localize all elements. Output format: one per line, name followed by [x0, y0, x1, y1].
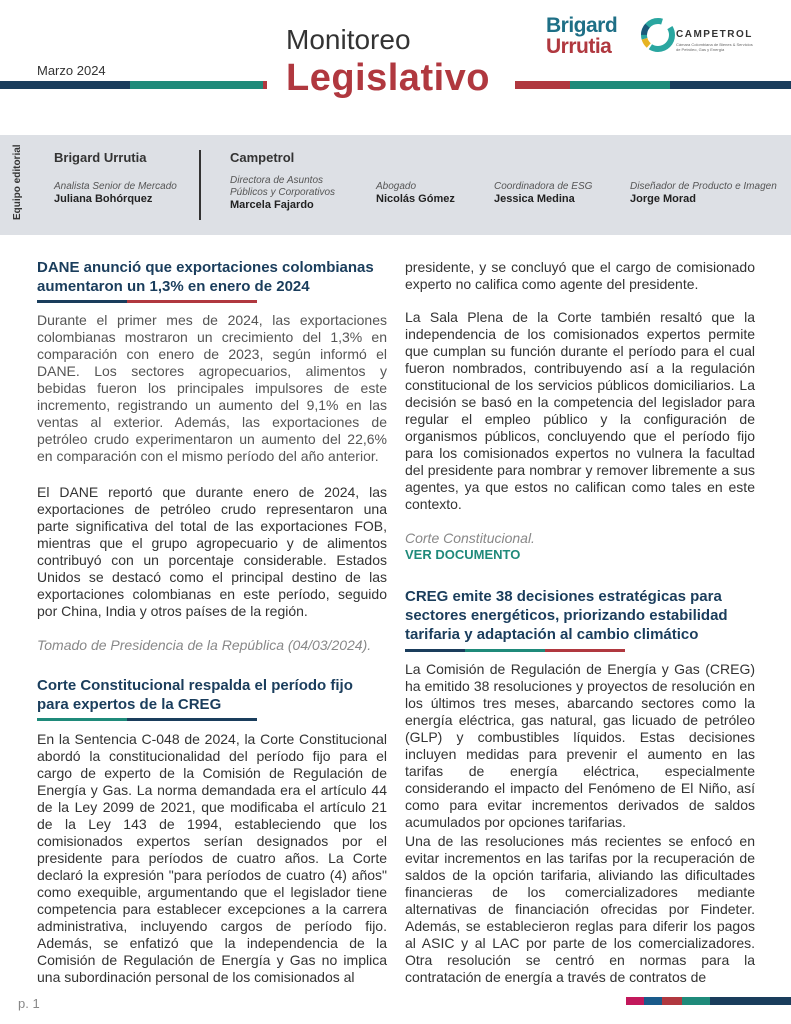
header-bar-red — [263, 81, 267, 89]
article-3-paragraph-1: La Comisión de Regulación de Energía y Gas (CREG) ha emitido 38 resoluciones y proyectos de resolución en los últimos tres meses, abarcando sectores como la energía eléctrica, gas natural, gas licuado de petróleo (GLP) y combustibles líquidos. Estas decisiones incluyen medidas para prevenir el aumento en las tarifas de energía eléctrica, especialmente considerando el impacto del Fenómeno de El Niño, así como para evitar incrementos derivados de saldos acumulados por opciones tarifarias. — [405, 661, 755, 830]
article-3-title: CREG emite 38 decisiones estratégicas para sectores energéticos, priorizando estabilidad tarifaria y adaptación al cambio climático — [405, 588, 728, 643]
member-role: Analista Senior de Mercado — [54, 181, 177, 192]
campetrol-logo-name: CAMPETROL — [676, 29, 753, 40]
title-line-1: Monitoreo — [286, 24, 411, 55]
editorial-org-brigard: Brigard Urrutia — [54, 150, 147, 165]
member-role: Directora de Asuntos Públicos y Corporativos — [230, 175, 336, 198]
member-role: Diseñador de Producto e Imagen — [630, 181, 777, 192]
title-line-2: Legislativo — [286, 57, 490, 99]
article-1-paragraph-2: El DANE reportó que durante enero de 2024, las exportaciones de petróleo crudo representaron una parte significativa del total de las exportaciones FOB, mientras que el grupo agropecuario y de alimentos contribuyó con un porcentaje considerable. Estados Unidos se destacó como el principal destino de las exportaciones colombianas en este período, seguido por China, India y otros países de la región. — [37, 484, 387, 619]
title-underline — [405, 649, 465, 652]
member-role: Coordinadora de ESG — [494, 181, 593, 192]
footer-bar — [662, 997, 682, 1005]
article-2-paragraph-1: En la Sentencia C-048 de 2024, la Corte Constitucional abordó la constitucionalidad del período fijo para el cargo de experto de la Comisión de Regulación de Energía y Gas. La norma demandada era el artículo 44 de la Ley 2099 de 2021, que modificaba el artículo 21 de la Ley 143 de 1994, estableciendo que los comisionados expertos serían designados por el presidente para períodos de cuatro años. La Corte declaró la expresión "para períodos de cuatro (4) años" como exequible, argumentando que el legislador tiene competencia para establecer excepciones a la carrera administrativa, incluyendo cargos de período fijo. Además, se enfatizó que la independencia de la Comisión de Regulación de Energía y Gas no implica una subordinación personal de los comisionados al — [37, 731, 387, 985]
editorial-member — [494, 181, 624, 205]
title-underline — [545, 649, 625, 652]
campetrol-logo-icon — [640, 15, 676, 55]
article-1-source: Tomado de Presidencia de la República (04/03/2024). — [37, 637, 372, 653]
header-bar-teal — [130, 81, 263, 89]
editorial-label: Equipo editorial — [12, 144, 23, 220]
title-underline — [127, 718, 257, 721]
title-underline — [37, 718, 127, 721]
issue-date: Marzo 2024 — [37, 63, 106, 78]
member-role: Abogado — [376, 181, 417, 192]
brigard-logo-text-2: Urrutia — [546, 35, 612, 58]
article-3-paragraph-2: Una de las resoluciones más recientes se enfocó en evitar incrementos en las tarifas por la recuperación de saldos de la opción tarifaria, aliviando las dificultades financieras de los comercializadores mediante alternativas de financiación ofrecidas por Findeter. Además, se establecieron reglas para diferir los pagos al ASIC y al LAC por parte de los comercializadores. Otra resolución se centró en normas para la contratación de energía a través de contratos de — [405, 833, 755, 985]
brigard-logo-text-1: Brigard — [546, 14, 618, 37]
member-name: Juliana Bohórquez — [54, 193, 153, 205]
brigard-urrutia-logo — [546, 15, 617, 57]
editorial-member — [54, 181, 199, 205]
article-1-title: DANE anunció que exportaciones colombianas aumentaron un 1,3% en enero de 2024 — [37, 259, 374, 295]
header-bar-navy — [0, 81, 130, 89]
article-2-paragraph-2: La Sala Plena de la Corte también resaltó que la independencia de los comisionados expertos permite que cumplan su función durante el período para el cual fueron nombrados, contribuyendo así a la regulación constitucional de los servicios públicos domiciliarios. La decisión se basó en la competencia del legislador para regular el empleo público y la configuración de organismos públicos, concluyendo que el período fijo para los comisionados expertos no vulnera la facultad del presidente para nombrar y remover libremente a sus agentes, ya que estos no califican como tales en este contexto. — [405, 309, 755, 512]
member-name: Marcela Fajardo — [230, 199, 314, 211]
header-bar-navy-2 — [670, 81, 791, 89]
title-underline — [127, 300, 257, 303]
editorial-org-campetrol: Campetrol — [230, 150, 295, 165]
editorial-member — [376, 181, 486, 205]
footer-bar — [644, 997, 662, 1005]
footer-bar — [626, 997, 644, 1005]
header-bar-red-2 — [515, 81, 570, 89]
editorial-member — [630, 181, 790, 205]
member-name: Jessica Medina — [494, 193, 575, 205]
editorial-member — [230, 175, 360, 211]
member-name: Jorge Morad — [630, 193, 697, 205]
member-name: Nicolás Gómez — [376, 193, 455, 205]
article-2-title: Corte Constitucional respalda el período fijo para expertos de la CREG — [37, 677, 353, 713]
footer-bar — [682, 997, 710, 1005]
view-document-link[interactable]: VER DOCUMENTO — [405, 547, 521, 562]
article-1-paragraph-1: Durante el primer mes de 2024, las exportaciones colombianas mostraron un crecimiento del 1,3% en comparación con enero de 2023, según informó el DANE. Los sectores agropecuarios, alimentos y bebidas fueron los principales impulsores de este incremento, registrando un aumento del 9,1% en las ventas al exterior. Además, las exportaciones de petróleo crudo experimentaron un aumento del 22,6% en comparación con el mismo período del año anterior. — [37, 312, 387, 464]
title-underline — [37, 300, 127, 303]
article-2-paragraph-1-continued: presidente, y se concluyó que el cargo de comisionado experto no califica como agente del presidente. — [405, 259, 755, 292]
title-underline — [465, 649, 545, 652]
header-bar-teal-2 — [570, 81, 670, 89]
campetrol-logo-subtitle: Cámara Colombiana de Bienes & Servicios de Petróleo, Gas y Energía — [676, 42, 753, 52]
footer-bar — [710, 997, 791, 1005]
page-number: p. 1 — [18, 996, 40, 1011]
article-2-source: Corte Constitucional. — [405, 530, 535, 546]
editorial-divider — [199, 150, 201, 220]
